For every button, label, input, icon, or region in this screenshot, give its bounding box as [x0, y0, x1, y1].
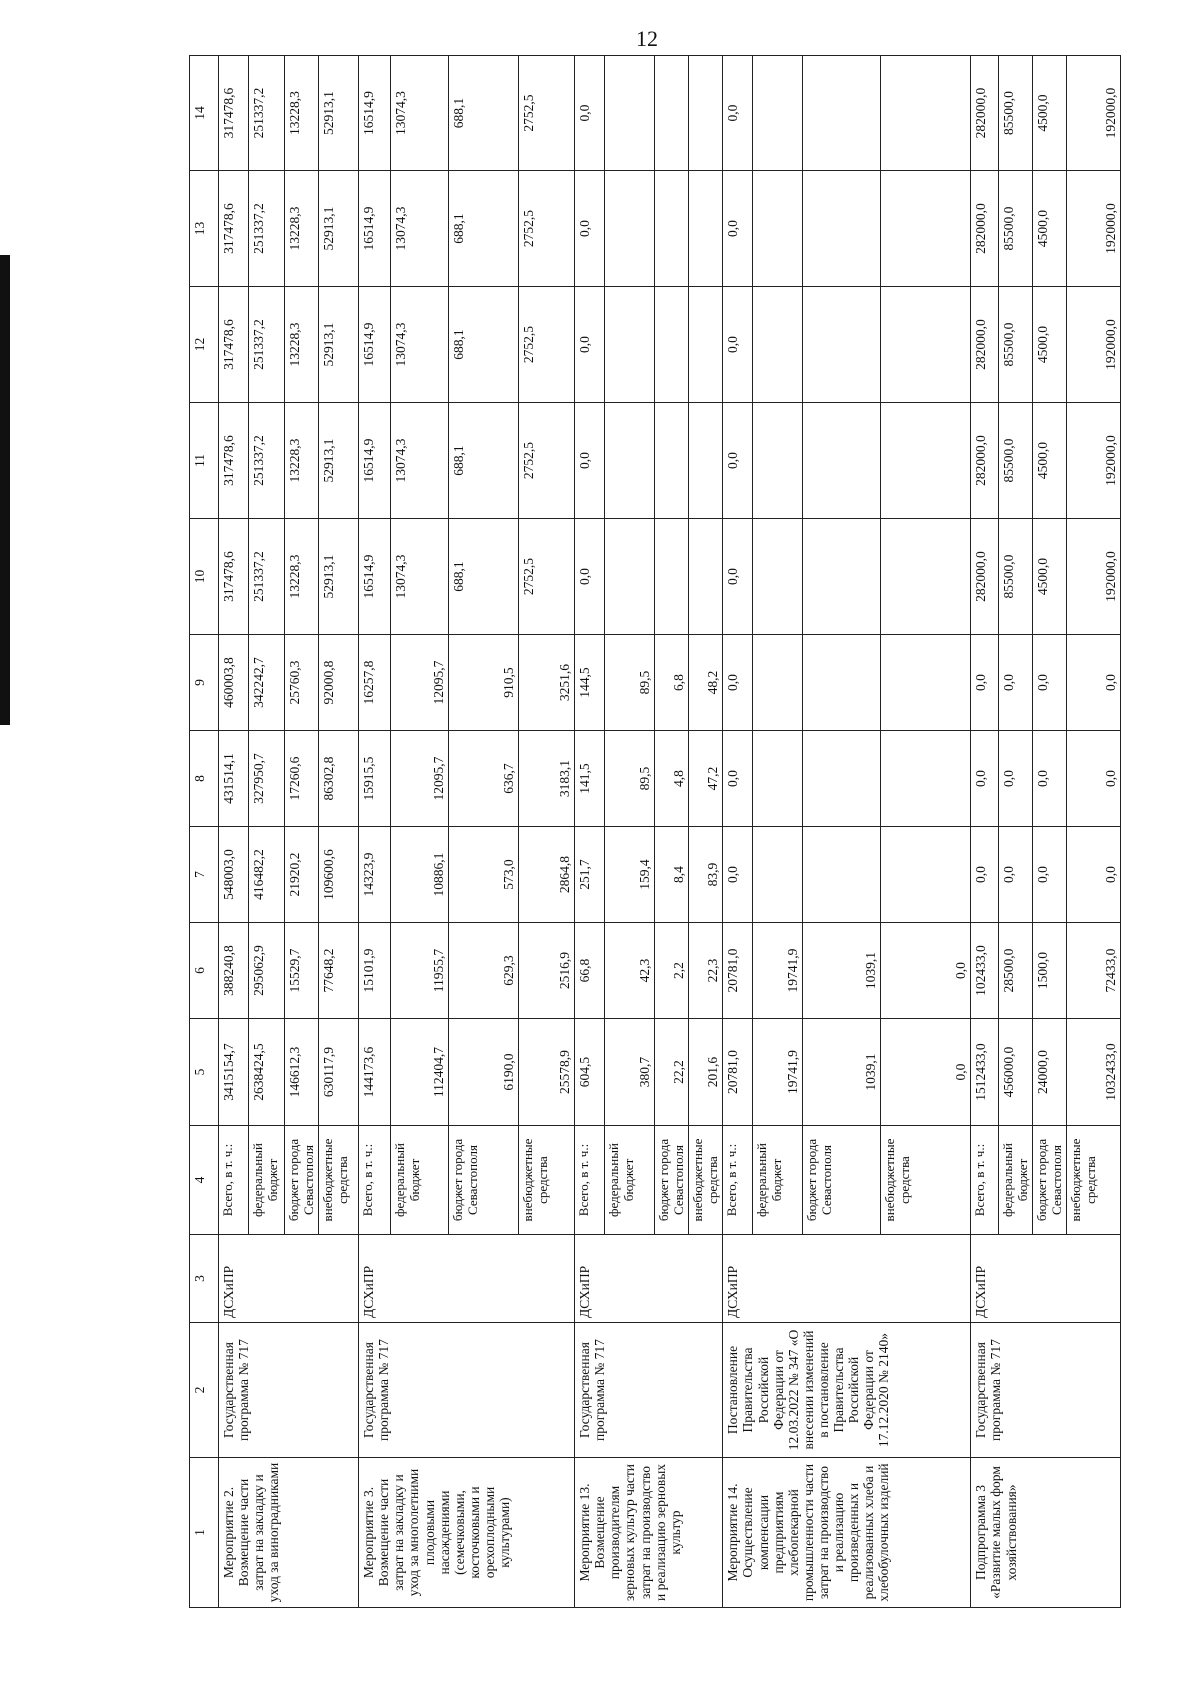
- amount-cell: 4500,0: [1033, 171, 1067, 287]
- amount-cell: 92000,8: [319, 635, 359, 731]
- amount-cell: 317478,6: [219, 171, 249, 287]
- rotated-page-content: [189, 56, 1200, 1608]
- amount-cell: 52913,1: [319, 403, 359, 519]
- amount-cell: 317478,6: [219, 519, 249, 635]
- amount-cell: 282000,0: [971, 519, 999, 635]
- amount-cell: 144,5: [575, 635, 605, 731]
- amount-cell: 460003,8: [219, 635, 249, 731]
- amount-cell: 416482,2: [249, 827, 285, 923]
- column-number-cell: 5: [190, 1019, 219, 1126]
- amount-cell: 52913,1: [319, 519, 359, 635]
- amount-cell: 102433,0: [971, 923, 999, 1019]
- amount-cell: [803, 519, 881, 635]
- executor-cell: ДСХиПР: [219, 1235, 359, 1323]
- amount-cell: 192000,0: [1067, 171, 1121, 287]
- amount-cell: 2752,5: [519, 171, 575, 287]
- amount-cell: [881, 635, 971, 731]
- amount-cell: 0,0: [971, 731, 999, 827]
- amount-cell: [803, 56, 881, 171]
- funding-source-cell: Всего, в т. ч.:: [723, 1126, 753, 1235]
- amount-cell: 12095,7: [391, 635, 449, 731]
- amount-cell: 0,0: [1033, 827, 1067, 923]
- funding-source-cell: федеральный бюджет: [999, 1126, 1033, 1235]
- amount-cell: [689, 519, 723, 635]
- amount-cell: 548003,0: [219, 827, 249, 923]
- amount-cell: 910,5: [449, 635, 519, 731]
- amount-cell: 0,0: [971, 827, 999, 923]
- legal-basis-cell: Государственная программа № 717: [575, 1323, 723, 1458]
- scan-edge-mark: [0, 255, 10, 725]
- amount-cell: [605, 519, 655, 635]
- amount-cell: 388240,8: [219, 923, 249, 1019]
- amount-cell: 85500,0: [999, 171, 1033, 287]
- column-number-cell: 4: [190, 1126, 219, 1235]
- amount-cell: [881, 403, 971, 519]
- funding-source-cell: внебюджетные средства: [881, 1126, 971, 1235]
- amount-cell: 688,1: [449, 519, 519, 635]
- amount-cell: 13074,3: [391, 171, 449, 287]
- amount-cell: 146612,3: [285, 1019, 319, 1126]
- amount-cell: 0,0: [1033, 635, 1067, 731]
- table-row: [359, 56, 391, 1608]
- amount-cell: [753, 731, 803, 827]
- amount-cell: 13228,3: [285, 519, 319, 635]
- amount-cell: 0,0: [999, 731, 1033, 827]
- funding-source-cell: бюджет города Севастополя: [1033, 1126, 1067, 1235]
- amount-cell: 141,5: [575, 731, 605, 827]
- table-row: [219, 56, 249, 1608]
- amount-cell: 0,0: [575, 56, 605, 171]
- amount-cell: 317478,6: [219, 287, 249, 403]
- amount-cell: 89,5: [605, 731, 655, 827]
- amount-cell: 19741,9: [753, 1019, 803, 1126]
- amount-cell: 22,2: [655, 1019, 689, 1126]
- amount-cell: [803, 731, 881, 827]
- amount-cell: 282000,0: [971, 171, 999, 287]
- amount-cell: 282000,0: [971, 56, 999, 171]
- amount-cell: [605, 171, 655, 287]
- amount-cell: 629,3: [449, 923, 519, 1019]
- amount-cell: 10886,1: [391, 827, 449, 923]
- amount-cell: 52913,1: [319, 56, 359, 171]
- measure-name-cell: Мероприятие 3. Возмещение части затрат на закладку и уход за многолетними плодовыми насаждениями (семечковыми, косточковыми и орехоплодными культурами): [359, 1458, 575, 1608]
- page-number: 12: [636, 26, 658, 51]
- amount-cell: 0,0: [723, 287, 753, 403]
- amount-cell: [689, 56, 723, 171]
- amount-cell: 15915,5: [359, 731, 391, 827]
- legal-basis-cell: Государственная программа № 717: [359, 1323, 575, 1458]
- funding-source-cell: Всего, в т. ч.:: [359, 1126, 391, 1235]
- amount-cell: 159,4: [605, 827, 655, 923]
- amount-cell: 1039,1: [803, 923, 881, 1019]
- amount-cell: [605, 287, 655, 403]
- amount-cell: 72433,0: [1067, 923, 1121, 1019]
- amount-cell: 20781,0: [723, 1019, 753, 1126]
- amount-cell: 16514,9: [359, 171, 391, 287]
- amount-cell: 0,0: [575, 287, 605, 403]
- amount-cell: [803, 827, 881, 923]
- funding-source-cell: Всего, в т. ч.:: [575, 1126, 605, 1235]
- amount-cell: 251337,2: [249, 519, 285, 635]
- amount-cell: 13074,3: [391, 56, 449, 171]
- measure-name-cell: Мероприятие 14. Осуществление компенсации предприятиям хлебопекарной промышленности части затрат на производство и реализацию произведенных и реализованных хлеба и хлебобулочных изделий: [723, 1458, 971, 1608]
- amount-cell: 85500,0: [999, 403, 1033, 519]
- amount-cell: 282000,0: [971, 403, 999, 519]
- amount-cell: [753, 287, 803, 403]
- amount-cell: 22,3: [689, 923, 723, 1019]
- amount-cell: 192000,0: [1067, 287, 1121, 403]
- amount-cell: 66,8: [575, 923, 605, 1019]
- amount-cell: 2,2: [655, 923, 689, 1019]
- amount-cell: 85500,0: [999, 56, 1033, 171]
- amount-cell: 2752,5: [519, 287, 575, 403]
- amount-cell: 16514,9: [359, 56, 391, 171]
- amount-cell: [881, 827, 971, 923]
- amount-cell: 0,0: [723, 56, 753, 171]
- amount-cell: 13074,3: [391, 403, 449, 519]
- executor-cell: ДСХиПР: [971, 1235, 1121, 1323]
- amount-cell: 251337,2: [249, 56, 285, 171]
- amount-cell: 144173,6: [359, 1019, 391, 1126]
- amount-cell: 192000,0: [1067, 403, 1121, 519]
- funding-source-cell: федеральный бюджет: [605, 1126, 655, 1235]
- amount-cell: 86302,8: [319, 731, 359, 827]
- amount-cell: 6190,0: [449, 1019, 519, 1126]
- amount-cell: 85500,0: [999, 287, 1033, 403]
- funding-source-cell: бюджет города Севастополя: [449, 1126, 519, 1235]
- amount-cell: 192000,0: [1067, 56, 1121, 171]
- amount-cell: 2516,9: [519, 923, 575, 1019]
- amount-cell: 25760,3: [285, 635, 319, 731]
- amount-cell: [655, 171, 689, 287]
- amount-cell: 688,1: [449, 287, 519, 403]
- amount-cell: 24000,0: [1033, 1019, 1067, 1126]
- amount-cell: 0,0: [575, 171, 605, 287]
- amount-cell: 0,0: [723, 519, 753, 635]
- amount-cell: 109600,6: [319, 827, 359, 923]
- amount-cell: 16257,8: [359, 635, 391, 731]
- amount-cell: 28500,0: [999, 923, 1033, 1019]
- amount-cell: 8,4: [655, 827, 689, 923]
- funding-source-cell: Всего, в т. ч.:: [219, 1126, 249, 1235]
- header-row: [190, 56, 219, 1608]
- amount-cell: 12095,7: [391, 731, 449, 827]
- amount-cell: 16514,9: [359, 287, 391, 403]
- column-number-cell: 13: [190, 171, 219, 287]
- amount-cell: [803, 635, 881, 731]
- amount-cell: 630117,9: [319, 1019, 359, 1126]
- column-number-cell: 7: [190, 827, 219, 923]
- amount-cell: 1032433,0: [1067, 1019, 1121, 1126]
- column-number-cell: 11: [190, 403, 219, 519]
- amount-cell: 2638424,5: [249, 1019, 285, 1126]
- amount-cell: 317478,6: [219, 403, 249, 519]
- amount-cell: 19741,9: [753, 923, 803, 1019]
- budget-table: [189, 55, 1121, 1608]
- funding-source-cell: Всего, в т. ч.:: [971, 1126, 999, 1235]
- amount-cell: [881, 56, 971, 171]
- amount-cell: 2752,5: [519, 403, 575, 519]
- amount-cell: [689, 171, 723, 287]
- amount-cell: 431514,1: [219, 731, 249, 827]
- amount-cell: 3251,6: [519, 635, 575, 731]
- amount-cell: 21920,2: [285, 827, 319, 923]
- executor-cell: ДСХиПР: [359, 1235, 575, 1323]
- amount-cell: [803, 403, 881, 519]
- amount-cell: [753, 827, 803, 923]
- amount-cell: [881, 519, 971, 635]
- amount-cell: 13074,3: [391, 519, 449, 635]
- amount-cell: 0,0: [723, 403, 753, 519]
- amount-cell: 52913,1: [319, 287, 359, 403]
- amount-cell: [655, 56, 689, 171]
- amount-cell: 13228,3: [285, 287, 319, 403]
- amount-cell: 0,0: [723, 635, 753, 731]
- amount-cell: 0,0: [999, 827, 1033, 923]
- amount-cell: 89,5: [605, 635, 655, 731]
- amount-cell: 0,0: [575, 403, 605, 519]
- funding-source-cell: внебюджетные средства: [689, 1126, 723, 1235]
- amount-cell: 1512433,0: [971, 1019, 999, 1126]
- amount-cell: 0,0: [1067, 827, 1121, 923]
- amount-cell: [689, 287, 723, 403]
- amount-cell: 0,0: [881, 923, 971, 1019]
- amount-cell: 16514,9: [359, 403, 391, 519]
- amount-cell: 317478,6: [219, 56, 249, 171]
- amount-cell: 13074,3: [391, 287, 449, 403]
- amount-cell: 573,0: [449, 827, 519, 923]
- amount-cell: 4500,0: [1033, 403, 1067, 519]
- amount-cell: 17260,6: [285, 731, 319, 827]
- amount-cell: [689, 403, 723, 519]
- amount-cell: 282000,0: [971, 287, 999, 403]
- legal-basis-cell: Государственная программа № 717: [971, 1323, 1121, 1458]
- amount-cell: 2752,5: [519, 56, 575, 171]
- funding-source-cell: бюджет города Севастополя: [285, 1126, 319, 1235]
- amount-cell: 47,2: [689, 731, 723, 827]
- amount-cell: 25578,9: [519, 1019, 575, 1126]
- amount-cell: 4500,0: [1033, 56, 1067, 171]
- amount-cell: 327950,7: [249, 731, 285, 827]
- amount-cell: [605, 56, 655, 171]
- column-number-cell: 1: [190, 1458, 219, 1608]
- amount-cell: [881, 731, 971, 827]
- amount-cell: 456000,0: [999, 1019, 1033, 1126]
- funding-source-cell: федеральный бюджет: [391, 1126, 449, 1235]
- amount-cell: 1039,1: [803, 1019, 881, 1126]
- amount-cell: 0,0: [999, 635, 1033, 731]
- amount-cell: [655, 519, 689, 635]
- amount-cell: 380,7: [605, 1019, 655, 1126]
- column-number-cell: 14: [190, 56, 219, 171]
- amount-cell: 112404,7: [391, 1019, 449, 1126]
- amount-cell: 4500,0: [1033, 287, 1067, 403]
- amount-cell: [803, 287, 881, 403]
- amount-cell: 295062,9: [249, 923, 285, 1019]
- amount-cell: 20781,0: [723, 923, 753, 1019]
- funding-source-cell: федеральный бюджет: [249, 1126, 285, 1235]
- amount-cell: [753, 403, 803, 519]
- amount-cell: 4500,0: [1033, 519, 1067, 635]
- amount-cell: 251,7: [575, 827, 605, 923]
- amount-cell: 13228,3: [285, 403, 319, 519]
- amount-cell: 636,7: [449, 731, 519, 827]
- table-row: [723, 56, 753, 1608]
- amount-cell: 77648,2: [319, 923, 359, 1019]
- column-number-cell: 2: [190, 1323, 219, 1458]
- measure-name-cell: Мероприятие 13. Возмещение производителям зерновых культур части затрат на производство и реализацию зерновых культур: [575, 1458, 723, 1608]
- column-number-cell: 10: [190, 519, 219, 635]
- amount-cell: 0,0: [1033, 731, 1067, 827]
- amount-cell: [753, 519, 803, 635]
- amount-cell: [605, 403, 655, 519]
- amount-cell: [881, 171, 971, 287]
- funding-source-cell: внебюджетные средства: [519, 1126, 575, 1235]
- executor-cell: ДСХиПР: [723, 1235, 971, 1323]
- amount-cell: 192000,0: [1067, 519, 1121, 635]
- amount-cell: 83,9: [689, 827, 723, 923]
- amount-cell: 6,8: [655, 635, 689, 731]
- amount-cell: 251337,2: [249, 287, 285, 403]
- amount-cell: 342242,7: [249, 635, 285, 731]
- amount-cell: 2752,5: [519, 519, 575, 635]
- funding-source-cell: федеральный бюджет: [753, 1126, 803, 1235]
- column-number-cell: 9: [190, 635, 219, 731]
- amount-cell: 0,0: [971, 635, 999, 731]
- funding-source-cell: внебюджетные средства: [1067, 1126, 1121, 1235]
- amount-cell: 85500,0: [999, 519, 1033, 635]
- amount-cell: 0,0: [881, 1019, 971, 1126]
- amount-cell: [655, 287, 689, 403]
- amount-cell: 688,1: [449, 403, 519, 519]
- column-number-cell: 12: [190, 287, 219, 403]
- measure-name-cell: Мероприятие 2. Возмещение части затрат на закладку и уход за виноградниками: [219, 1458, 359, 1608]
- amount-cell: 48,2: [689, 635, 723, 731]
- amount-cell: [655, 403, 689, 519]
- amount-cell: 3415154,7: [219, 1019, 249, 1126]
- amount-cell: 251337,2: [249, 171, 285, 287]
- funding-source-cell: бюджет города Севастополя: [655, 1126, 689, 1235]
- legal-basis-cell: Государственная программа № 717: [219, 1323, 359, 1458]
- amount-cell: [753, 635, 803, 731]
- amount-cell: 688,1: [449, 171, 519, 287]
- amount-cell: 0,0: [1067, 635, 1121, 731]
- amount-cell: [753, 56, 803, 171]
- amount-cell: 13228,3: [285, 56, 319, 171]
- amount-cell: 3183,1: [519, 731, 575, 827]
- amount-cell: 2864,8: [519, 827, 575, 923]
- executor-cell: ДСХиПР: [575, 1235, 723, 1323]
- measure-name-cell: Подпрограмма 3 «Развитие малых форм хозяйствования»: [971, 1458, 1121, 1608]
- amount-cell: 0,0: [1067, 731, 1121, 827]
- table-row: [575, 56, 605, 1608]
- amount-cell: 251337,2: [249, 403, 285, 519]
- amount-cell: 16514,9: [359, 519, 391, 635]
- funding-source-cell: внебюджетные средства: [319, 1126, 359, 1235]
- legal-basis-cell: Постановление Правительства Российской Федерации от 12.03.2022 № 347 «О внесении изменений в постановление Правительства Российской Федерации от 17.12.2020 № 2140»: [723, 1323, 971, 1458]
- amount-cell: [881, 287, 971, 403]
- amount-cell: 0,0: [723, 827, 753, 923]
- amount-cell: 42,3: [605, 923, 655, 1019]
- amount-cell: 688,1: [449, 56, 519, 171]
- amount-cell: 1500,0: [1033, 923, 1067, 1019]
- funding-source-cell: бюджет города Севастополя: [803, 1126, 881, 1235]
- amount-cell: 13228,3: [285, 171, 319, 287]
- amount-cell: 201,6: [689, 1019, 723, 1126]
- amount-cell: 14323,9: [359, 827, 391, 923]
- amount-cell: 52913,1: [319, 171, 359, 287]
- amount-cell: 15101,9: [359, 923, 391, 1019]
- amount-cell: 11955,7: [391, 923, 449, 1019]
- column-number-cell: 6: [190, 923, 219, 1019]
- amount-cell: 604,5: [575, 1019, 605, 1126]
- amount-cell: 0,0: [723, 171, 753, 287]
- amount-cell: [753, 171, 803, 287]
- amount-cell: 15529,7: [285, 923, 319, 1019]
- amount-cell: 0,0: [575, 519, 605, 635]
- column-number-cell: 8: [190, 731, 219, 827]
- table-row: [971, 56, 999, 1608]
- amount-cell: 0,0: [723, 731, 753, 827]
- amount-cell: 4,8: [655, 731, 689, 827]
- column-number-cell: 3: [190, 1235, 219, 1323]
- amount-cell: [803, 171, 881, 287]
